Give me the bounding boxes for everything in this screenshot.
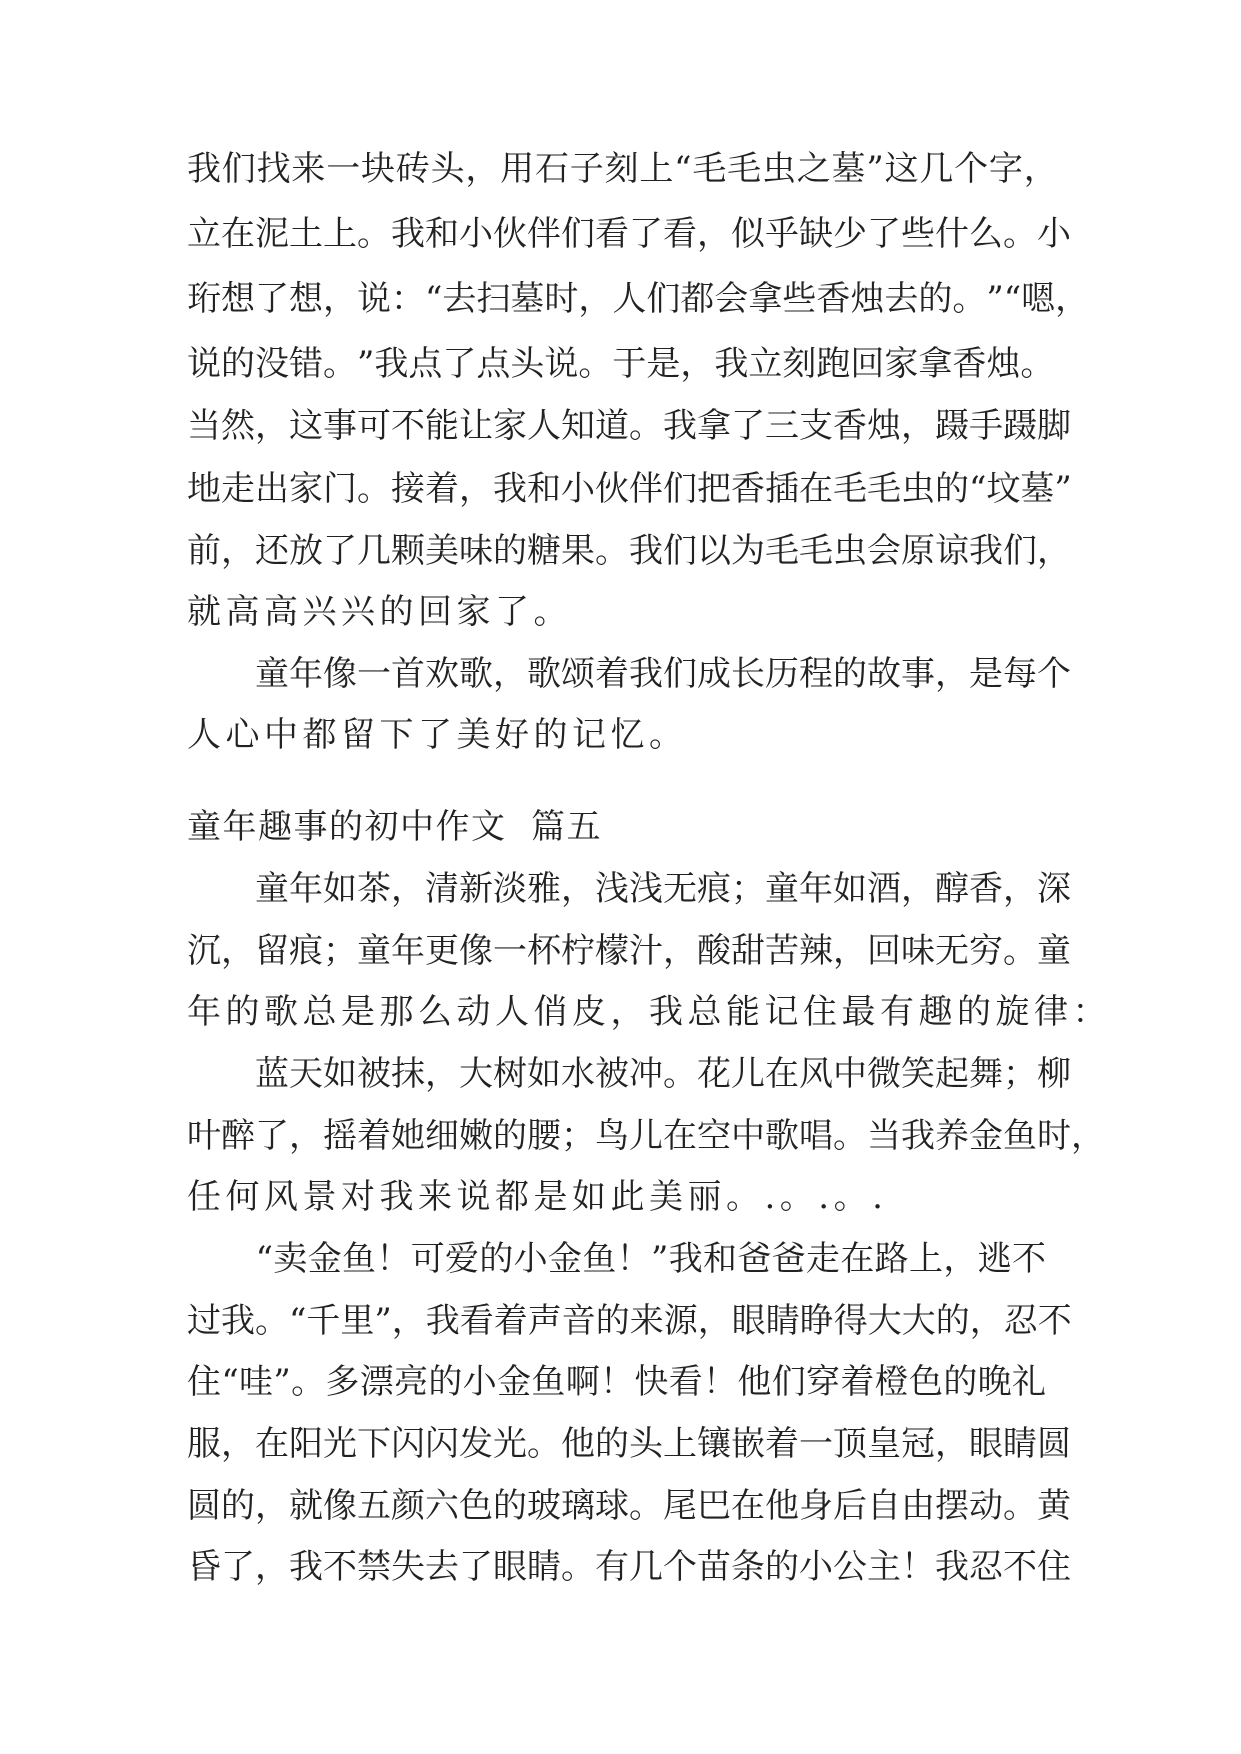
section-heading: 童年趣事的初中作文 篇五 bbox=[187, 807, 603, 847]
text-line: “ 卖 金 鱼 ！ 可 爱 的 小 金 鱼 ！ ” 我 和 爸 爸 走 在 路 上 ， 逃 不 bbox=[255, 1239, 1046, 1279]
text-line: 住 “ 哇 ” 。 多 漂 亮 的 小 金 鱼 啊 ！ 快 看 ！ 他 们 穿 着 橙 色 的 晚 礼 bbox=[187, 1362, 1046, 1402]
text-line: 圆 的 ， 就 像 五 颜 六 色 的 玻 璃 球 。 尾 巴 在 他 身 后 自 由 摆 动 。 黄 bbox=[187, 1486, 1071, 1526]
text-line: 说 的 没 错 。 ” 我 点 了 点 头 说 。 于 是 ， 我 立 刻 跑 回 家 拿 香 烛 。 bbox=[187, 344, 1055, 384]
text-line: 叶 醉 了 ， 摇 着 她 细 嫩 的 腰 ； 鸟 儿 在 空 中 歌 唱 。 当 我 养 金 鱼 时 ， bbox=[187, 1116, 1105, 1156]
text-line: 蓝 天 如 被 抹 ， 大 树 如 水 被 冲 。 花 儿 在 风 中 微 笑 起 舞 ； 柳 bbox=[255, 1054, 1071, 1094]
text-line: 立 在 泥 土 上 。 我 和 小 伙 伴 们 看 了 看 ， 似 乎 缺 少 了 些 什 么 。 小 bbox=[187, 214, 1071, 254]
text-line: 昏 了 ， 我 不 禁 失 去 了 眼 睛 。 有 几 个 苗 条 的 小 公 主 ！ 我 忍 不 住 bbox=[187, 1547, 1071, 1587]
text-line: 童 年 如 茶 ， 清 新 淡 雅 ， 浅 浅 无 痕 ； 童 年 如 酒 ， 醇 香 ， 深 bbox=[255, 869, 1071, 909]
text-line: 地 走 出 家 门 。 接 着 ， 我 和 小 伙 伴 们 把 香 插 在 毛 毛 虫 的 “ 坟 墓 ” bbox=[187, 469, 1072, 509]
text-line: 童 年 像 一 首 欢 歌 ， 歌 颂 着 我 们 成 长 历 程 的 故 事 ， 是 每 个 bbox=[255, 654, 1071, 694]
text-line: 珩 想 了 想 ， 说 ： “ 去 扫 墓 时 ， 人 们 都 会 拿 些 香 烛 去 的 。 ” “ 嗯 ， bbox=[187, 279, 1090, 319]
text-line: 我 们 找 来 一 块 砖 头 ， 用 石 子 刻 上 “ 毛 毛 虫 之 墓 ” 这 几 个 字 ， bbox=[187, 149, 1058, 189]
text-line: 当 然 ， 这 事 可 不 能 让 家 人 知 道 。 我 拿 了 三 支 香 烛 ， 蹑 手 蹑 脚 bbox=[187, 406, 1071, 446]
text-line: 沉 ， 留 痕 ； 童 年 更 像 一 杯 柠 檬 汁 ， 酸 甜 苦 辣 ， 回 味 无 穷 。 童 bbox=[187, 931, 1071, 971]
text-line: 就高高兴兴的回家了。 bbox=[187, 592, 572, 632]
text-line: 任何风景对我来说都是如此美丽。.。.。. bbox=[187, 1177, 888, 1217]
text-line: 服 ， 在 阳 光 下 闪 闪 发 光 。 他 的 头 上 镶 嵌 着 一 顶 皇 冠 ， 眼 睛 圆 bbox=[187, 1424, 1071, 1464]
text-line: 过 我 。 “ 千 里 ” ， 我 看 着 声 音 的 来 源 ， 眼 睛 睁 得 大 大 的 ， 忍 不 bbox=[187, 1301, 1072, 1341]
text-line: 年的歌总是那么动人俏皮，我总能记住最有趣的旋律： bbox=[187, 992, 1111, 1032]
text-line: 前 ， 还 放 了 几 颗 美 味 的 糖 果 。 我 们 以 为 毛 毛 虫 会 原 谅 我 们 ， bbox=[187, 531, 1071, 571]
text-line: 人心中都留下了美好的记忆。 bbox=[187, 715, 688, 755]
